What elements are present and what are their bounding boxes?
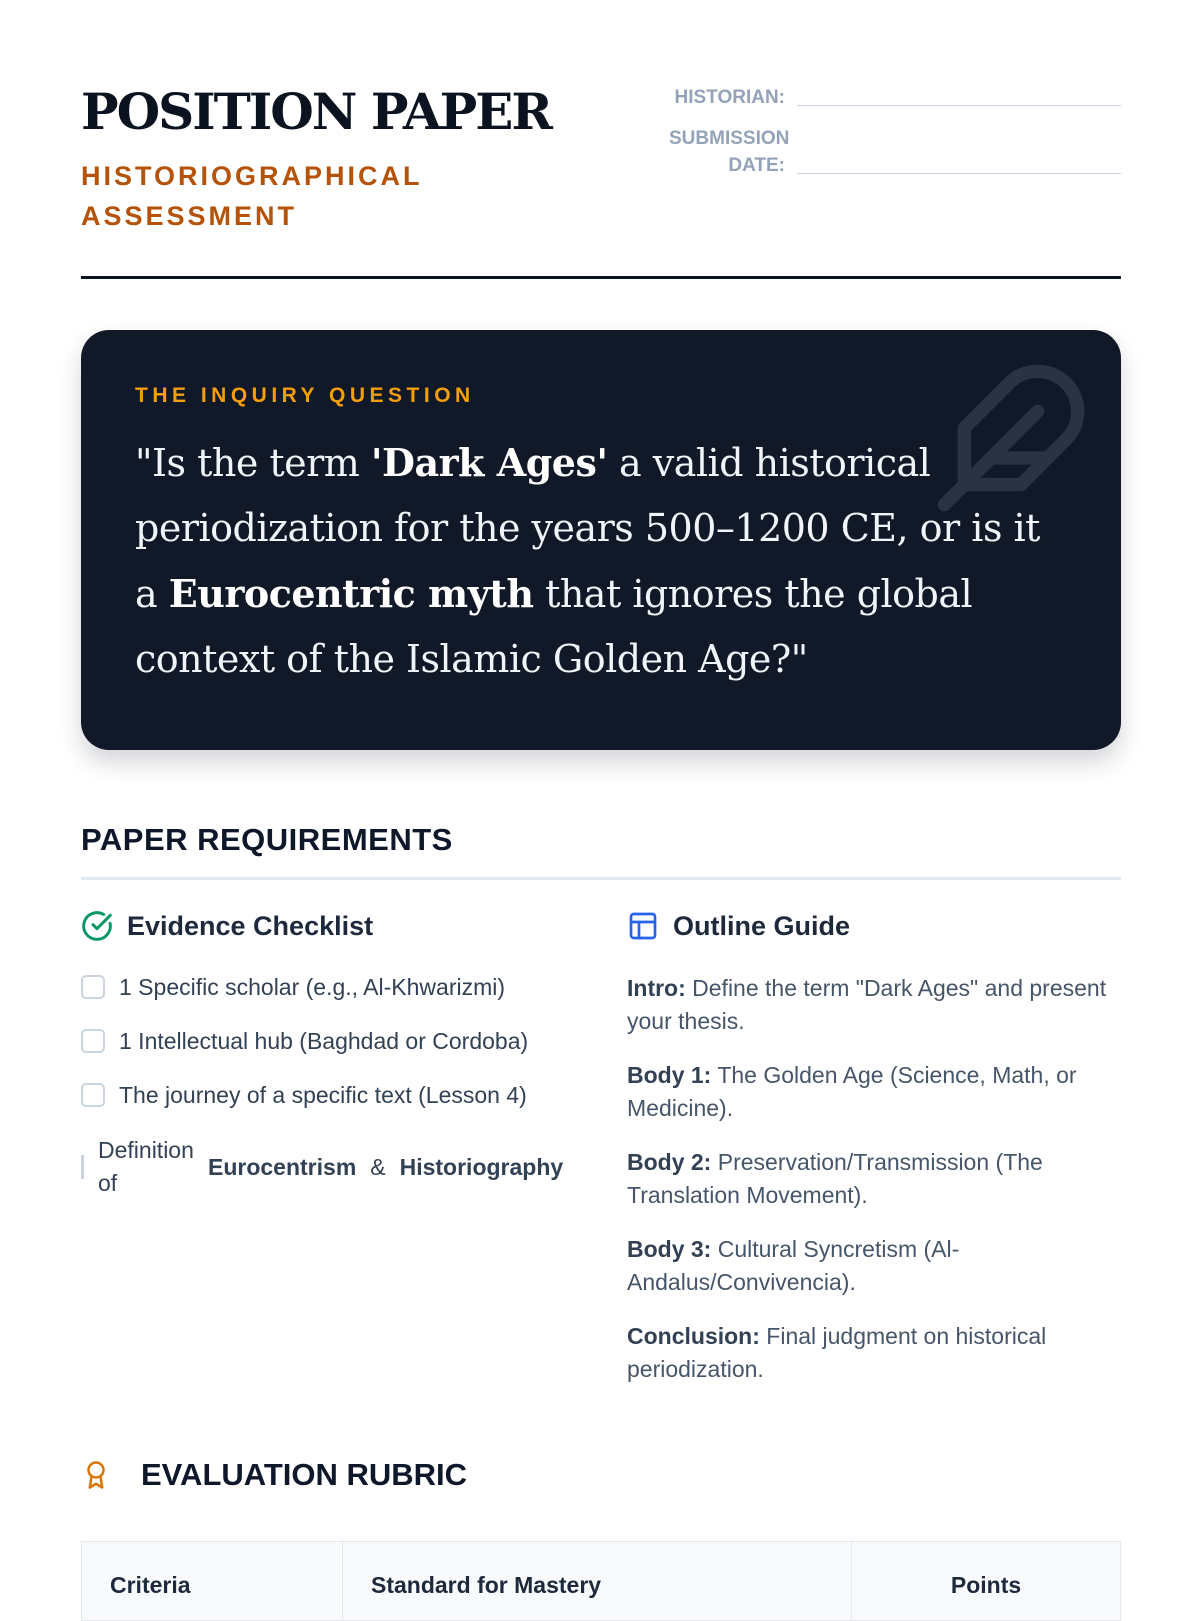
check-circle-icon — [81, 910, 113, 942]
outline-item-label: Body 1: — [627, 1062, 712, 1088]
checklist-heading — [81, 910, 373, 942]
checklist-item-label: 1 Intellectual hub (Baghdad or Cordoba) — [119, 1027, 529, 1054]
definition-amp: & — [370, 1153, 386, 1180]
award-icon — [81, 1456, 111, 1494]
outline-item-text: Cultural Syncretism (Al-Andalus/Convivencia). — [627, 1236, 960, 1295]
definition-item[interactable] — [81, 1134, 581, 1200]
checklist-item[interactable] — [81, 1080, 581, 1110]
outline-title: Outline Guide — [673, 910, 851, 941]
rubric-col-criteria: Criteria — [82, 1542, 343, 1621]
outline-item-label: Body 2: — [627, 1149, 712, 1175]
outline-item-body-2 — [627, 1146, 1121, 1212]
outline-item-label: Conclusion: — [627, 1323, 760, 1349]
rubric-col-points: Points — [950, 1572, 1022, 1598]
outline-item-label: Intro: — [627, 975, 686, 1001]
definition-term-historiography: Historiography — [399, 1153, 564, 1180]
requirements-title: PAPER REQUIREMENTS — [81, 822, 453, 857]
evidence-checklist — [81, 972, 581, 1200]
inquiry-label: THE INQUIRY QUESTION — [135, 384, 475, 407]
outline-item-label: Body 3: — [627, 1236, 712, 1262]
definition-lead: Definition of — [98, 1137, 194, 1196]
checklist-item-label: 1 Specific scholar (e.g., Al-Khwarizmi) — [119, 973, 506, 1000]
layout-icon — [627, 910, 659, 942]
outline-guide — [627, 972, 1121, 1407]
definition-checkbox[interactable] — [81, 1155, 84, 1179]
historian-label: HISTORIAN: — [674, 87, 785, 108]
outline-item-text: Preservation/Transmission (The Translation Movement). — [627, 1149, 1043, 1208]
rubric-heading — [81, 1456, 467, 1494]
submission-meta — [669, 84, 1121, 179]
rubric-title: EVALUATION RUBRIC — [141, 1457, 468, 1492]
inquiry-card — [81, 330, 1121, 750]
date-row — [669, 125, 1121, 179]
inquiry-text-3: that ignores the global context of the Islamic Golden Age?" — [135, 572, 973, 681]
outline-item-body-3 — [627, 1233, 1121, 1299]
outline-item-intro — [627, 972, 1121, 1038]
inquiry-text-1: "Is the term — [135, 441, 371, 485]
outline-heading — [627, 910, 850, 942]
inquiry-bold-1: 'Dark Ages' — [370, 440, 608, 485]
checklist-item[interactable] — [81, 972, 581, 1002]
checklist-title: Evidence Checklist — [127, 910, 374, 941]
date-label: SUBMISSION DATE: — [669, 128, 790, 176]
checklist-item-label: The journey of a specific text (Lesson 4) — [119, 1081, 527, 1108]
inquiry-bold-2: Eurocentric myth — [168, 571, 534, 616]
date-field[interactable] — [797, 172, 1121, 174]
page-subtitle: HISTORIOGRAPHICAL ASSESSMENT — [81, 161, 423, 231]
header — [81, 0, 1121, 279]
requirements-divider — [81, 877, 1121, 880]
rubric-header-row — [82, 1542, 1121, 1621]
inquiry-text-2: a valid historical periodization for the years 500–1200 CE, or is it a — [135, 441, 1040, 616]
outline-item-body-1 — [627, 1059, 1121, 1125]
checkbox[interactable] — [81, 1083, 105, 1107]
checklist-item[interactable] — [81, 1026, 581, 1056]
page — [81, 0, 1121, 1598]
definition-term-eurocentrism: Eurocentrism — [208, 1153, 357, 1180]
outline-item-text: Final judgment on historical periodization. — [627, 1323, 1047, 1382]
inquiry-question — [135, 430, 1067, 692]
page-title: POSITION PAPER — [81, 82, 551, 141]
checkbox[interactable] — [81, 1029, 105, 1053]
rubric-col-standard: Standard for Mastery — [343, 1542, 852, 1621]
outline-item-conclusion — [627, 1320, 1121, 1386]
outline-item-text: Define the term "Dark Ages" and present your thesis. — [627, 975, 1107, 1034]
checkbox[interactable] — [81, 975, 105, 999]
historian-field[interactable] — [797, 104, 1121, 106]
outline-item-text: The Golden Age (Science, Math, or Medicine). — [627, 1062, 1077, 1121]
historian-row — [669, 84, 1121, 111]
rubric-table — [81, 1541, 1121, 1621]
